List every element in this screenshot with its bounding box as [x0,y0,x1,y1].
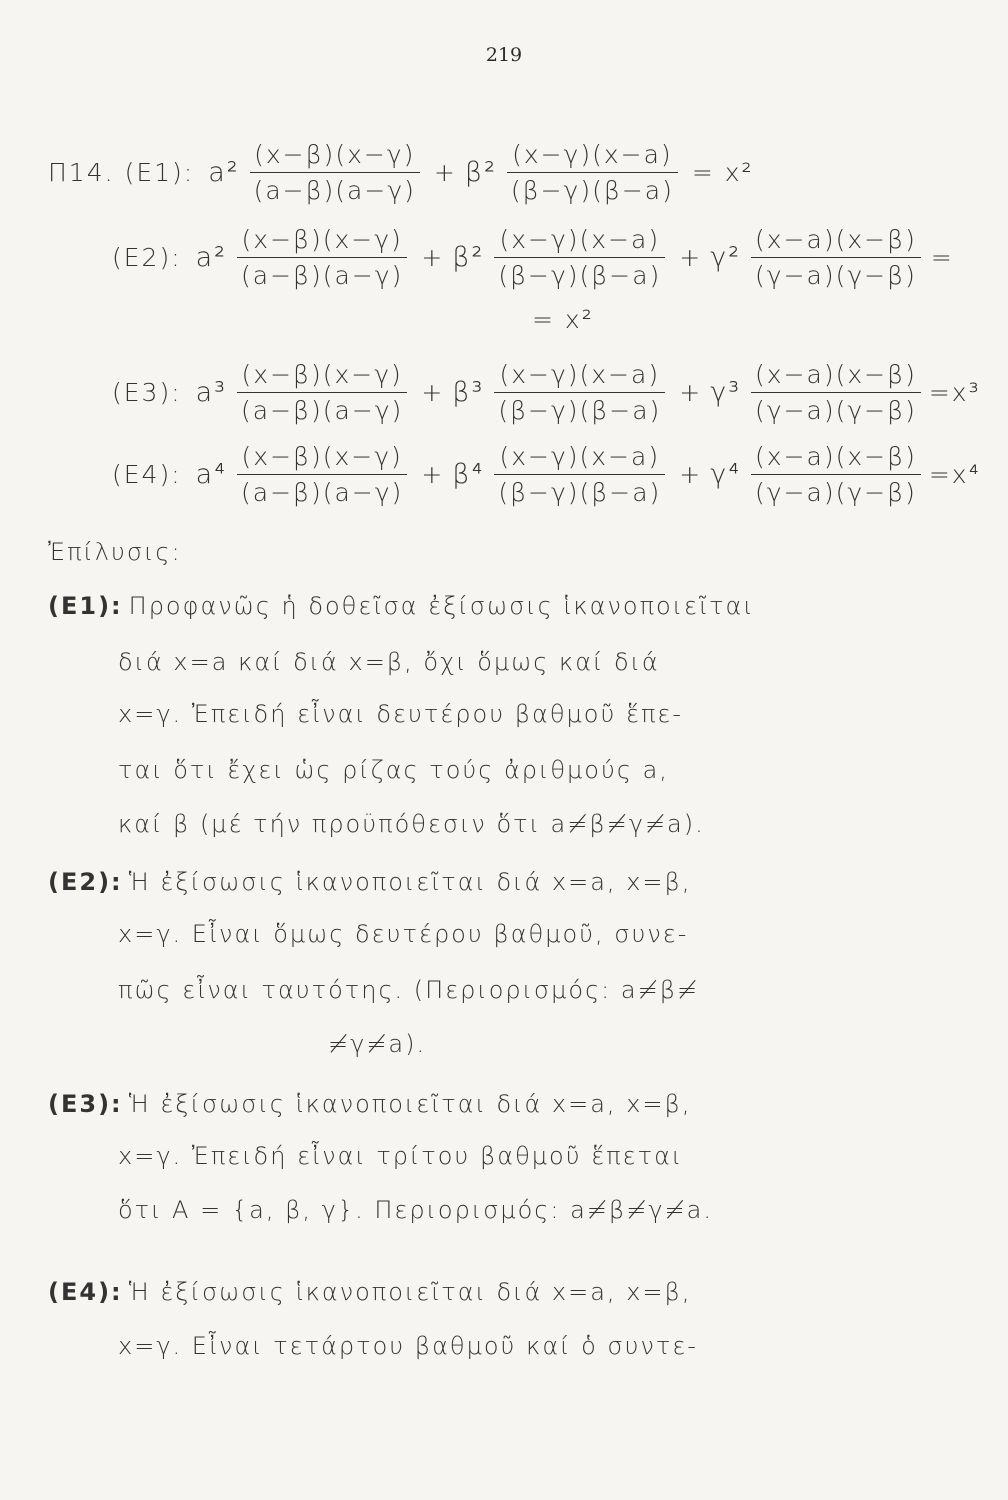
denominator: (γ−a)(γ−β) [751,474,921,507]
numerator: (x−β)(x−γ) [241,225,403,254]
solution-e1-line-3: x=γ. Ἐπειδή εἶναι δευτέρου βαθμοῦ ἕπε- [118,700,684,728]
solution-e4-line-1 [48,1278,691,1306]
fraction [250,140,420,205]
solution-text: Ἡ ἐξίσωσις ἱκανοποιεῖται διά x=a, x=β, [128,868,692,896]
solution-e2-line-1 [48,868,691,896]
equation-label: (Ε3): [112,378,182,407]
solution-e3-line-2: x=γ. Ἐπειδή εἶναι τρίτου βαθμοῦ ἕπεται [118,1142,684,1170]
coefficient: γ² [710,242,742,273]
page-number: 219 [485,44,523,66]
coefficient: a² [195,242,228,273]
solution-tag: (Ε4): [48,1278,123,1306]
coefficient: β² [452,242,485,273]
coefficient: γ³ [710,377,742,408]
fraction [237,360,407,425]
solution-e2-line-2: x=γ. Εἶναι ὅμως δευτέρου βαθμοῦ, συνε- [118,920,689,948]
solution-e3-line-3: ὅτι A = {a, β, γ}. Περιορισμός: a≠β≠γ≠a. [118,1196,713,1224]
equation-e2 [112,225,954,290]
solution-e2-line-4: ≠γ≠a). [328,1030,427,1058]
plus-sign: + [421,378,445,407]
coefficient: β⁴ [452,459,485,490]
equation-label: (Ε2): [112,243,182,272]
solution-e1-line-2: διά x=a καί διά x=β, ὄχι ὅμως καί διά [118,648,660,676]
denominator: (β−γ)(β−a) [507,172,678,205]
denominator: (a−β)(a−γ) [250,172,420,205]
solution-e2-line-3: πῶς εἶναι ταυτότης. (Περιορισμός: a≠β≠ [118,976,700,1004]
denominator: (β−γ)(β−a) [494,474,665,507]
fraction [751,360,921,425]
numerator: (x−a)(x−β) [755,225,917,254]
denominator: (a−β)(a−γ) [237,474,407,507]
numerator: (x−β)(x−γ) [254,140,416,169]
equals-sign: = [930,243,954,272]
numerator: (x−β)(x−γ) [241,442,403,471]
numerator: (x−a)(x−β) [755,360,917,389]
fraction [751,442,921,507]
numerator: (x−β)(x−γ) [241,360,403,389]
denominator: (a−β)(a−γ) [237,257,407,290]
fraction [494,225,665,290]
plus-sign: + [421,243,445,272]
fraction [494,360,665,425]
fraction [237,442,407,507]
solution-e3-line-1 [48,1090,691,1118]
solution-tag: (Ε3): [48,1090,123,1118]
solution-text: Προφανῶς ἡ δοθεῖσα ἐξίσωσις ἱκανοποιεῖται [128,592,755,620]
coefficient: β² [464,157,497,188]
plus-sign: + [421,460,445,489]
fraction [237,225,407,290]
solution-e1-line-4: ται ὅτι ἔχει ὡς ρίζας τούς ἀριθμούς a, [118,756,669,784]
equation-e1 [48,140,762,205]
fraction [494,442,665,507]
solution-text: Ἡ ἐξίσωσις ἱκανοποιεῖται διά x=a, x=β, [128,1090,692,1118]
numerator: (x−γ)(x−a) [499,442,661,471]
right-hand-side: = x² [532,305,594,334]
solutions-heading: Ἐπίλυσις: [48,538,182,566]
coefficient: a² [208,157,240,188]
fraction [751,225,921,290]
plus-sign: + [433,158,457,187]
solution-e1-line-1 [48,592,755,620]
right-hand-side: =x³ [928,378,981,407]
solution-tag: (Ε2): [48,868,123,896]
coefficient: γ⁴ [710,459,742,490]
coefficient: a³ [195,377,228,408]
solution-e4-line-2: x=γ. Εἶναι τετάρτου βαθμοῦ καί ὁ συντε- [118,1332,698,1360]
equation-e2-rhs [532,305,594,334]
numerator: (x−γ)(x−a) [499,225,661,254]
denominator: (γ−a)(γ−β) [751,257,921,290]
equation-label: (Ε1): [124,158,195,187]
plus-sign: + [679,378,703,407]
equation-e3 [112,360,981,425]
denominator: (β−γ)(β−a) [494,257,665,290]
problem-label: Π14. [48,158,115,187]
solution-tag: (Ε1): [48,592,123,620]
denominator: (a−β)(a−γ) [237,392,407,425]
right-hand-side: = x² [691,158,754,187]
numerator: (x−γ)(x−a) [512,140,673,169]
numerator: (x−γ)(x−a) [499,360,661,389]
solution-e1-line-5: καί β (μέ τήν προϋπόθεσιν ὅτι a≠β≠γ≠a). [118,810,705,838]
denominator: (β−γ)(β−a) [494,392,665,425]
fraction [507,140,678,205]
denominator: (γ−a)(γ−β) [751,392,921,425]
coefficient: β³ [452,377,485,408]
equation-e4 [112,442,981,507]
solution-text: Ἡ ἐξίσωσις ἱκανοποιεῖται διά x=a, x=β, [128,1278,692,1306]
plus-sign: + [679,460,703,489]
plus-sign: + [679,243,703,272]
coefficient: a⁴ [195,459,228,490]
right-hand-side: =x⁴ [928,460,981,489]
equation-label: (Ε4): [112,460,182,489]
numerator: (x−a)(x−β) [755,442,917,471]
